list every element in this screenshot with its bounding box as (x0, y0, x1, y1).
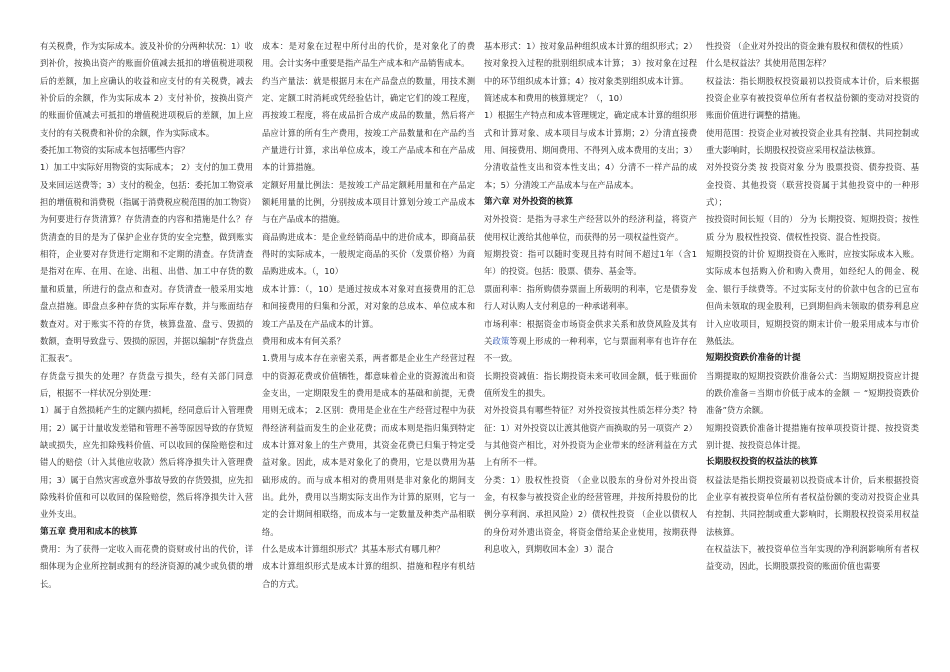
paragraph: 性投资 （企业对外投出的资金兼有股权和债权的性质） (706, 41, 908, 51)
paragraph: 1）属于自然损耗产生的定额内损耗，经同意后计入管理费用；2）属于计量收发差错和管理不善等原因导致的存货短缺或损失，应先扣除残料价值、可以收回的保险赔偿和过错人的赔偿（计入其他应收款）然后将净损失计入管理费用；3）属于自然灾害或意外事故导致的存货毁损，应先扣除残料价值和可以收回的保险赔偿，然后将净损失计入营业外支出。 (40, 405, 253, 520)
paragraph: 1）根据生产特点和成本管理规定，确定成本计算的组织形式和计算对象、成本项目与成本计算期；2）分清直接费用、间接费用、期间费用、不得列入成本费用的支出；3）分清收益性支出和资本性支出；4）分清不一样产品的成本；5）分清竣工产品成本与在产品成本。 (484, 110, 697, 190)
paragraph: 对外投资具有哪些特征？对外投资按其性质怎样分类？特征：1）对外投资以让渡其他资产而换取的另一项资产 2）与其他资产相比，对外投资为企业带来的经济利益在方式上有所不一样。 (484, 405, 697, 468)
paragraph: 1.费用与成本存在亲密关系，两者都是企业生产经营过程中的资源花费或价值牺牲，都意味着企业的资源流出和资金支出，一定期限发生的费用是成本的基础和前提，无费用则无成本； 2.区别：费用是企业在生产经营过程中为获得经济利益而发生的企业花费；而成本则是指归集到特定成本计算对象上的生产费用，其资金花费已归集于特定受益对象。因此，成本是对象化了的费用，它是以费用为基础形成的。而与成本相对的费用则是非对象化的期间支出。此外，费用以当期实际支出作为计算的原则，它与一定的会计期间相联络，而成本与一定数量及种类产品相联络。 (262, 353, 475, 537)
paragraph: 什么是成本计算组织形式？其基本形式有哪几种？ (262, 543, 445, 554)
paragraph: 对外投资分类 按 投资对象 分为 股票投资、债券投资、基金投资、其他投资（联营投资属于其他投资中的一种形式）； (706, 162, 919, 208)
paragraph: 有关税费，作为实际成本。波及补价的分两种状况：1）收到补价，按换出资产的账面价值减去抵扣的增值税进项税后的差额，加上应确认的收益和应支付的有关税费，减去补价后的余额，作为实际成本 2）支付补价，按换出资产的账面价值减去可抵扣的增值税进项税后的差额，加上应支付的有关税费和补价的余额，作为实际成本。 (40, 41, 253, 138)
paragraph: 成本：是对象在过程中所付出的代价，是对象化了的费用。会计实务中重要是指产品生产成本和产品销售成本。 (262, 41, 475, 69)
paragraph: 权益法是指长期投资最初以投资成本计价，后来根据投资企业享有被投资单位所有者权益份额的变动对投资企业具有控制、共同控制或重大影响时，长期股权投资采用权益法核算。 (706, 474, 919, 537)
paragraph: 费用和成本有何关系？ (262, 335, 345, 346)
section-heading: 第五章 费用和成本的核算 (40, 526, 138, 537)
paragraph: 约当产量法：就是根据月末在产品盘点的数量，用技术测定、定额工时消耗或凭经验估计，确定它们的竣工程度，再按竣工程度，将在成品折合成产成品的数量，然后将产品应计算的所有生产费用，按竣工产品数量和在产品约当产量进行计算，求出单位成本，竣工产品成本和在产品成本的计算措施。 (262, 75, 475, 173)
section-heading: 长期股权投资的权益法的核算 (706, 457, 818, 468)
paragraph: 短期投资跌价准备计提措施有按单项投资计提、按投资类别计提、按投资总体计提。 (706, 422, 919, 450)
paragraph: 在权益法下，被投资单位当年实现的净利润影响所有者权益变动，因此，长期股票投资的账面价值也需要 (706, 543, 919, 572)
paragraph: 商品购进成本：是企业经销商品中的进价成本，即商品获得时的实际成本，一般规定商品的买价（发票价格）为商品购进成本。（，10） (262, 231, 475, 277)
paragraph: 存货盘亏损失的处理？存货盘亏损失，经有关部门同意后，根据不一样状况分别处理： (40, 370, 253, 398)
paragraph: 1）加工中实际好用物资的实际成本； 2）支付的加工费用及来回运送费等；3）支付的税金，包括：委托加工物资承担的增值税和消费税（指属于消费税应税范围的加工物资） (40, 162, 256, 208)
page-column-3 (484, 38, 697, 558)
highlighted-term: 政策 (492, 335, 510, 346)
paragraph: 定额好用量比例法：是按竣工产品定额耗用量和在产品定额耗用量的比例，分别按成本项目计算划分竣工产品成本与在产品成本的措施。 (262, 179, 475, 225)
paragraph: 为何要进行存货清算？存货清查的内容和措施是什么？存货清查的目的是为了保护企业存货的安全完整，做到账实相符，企业要对存货进行定期和不定期的清查。存货清查是指对在库、在用、在途、出租、出借、加工中存货的数量和质量，所进行的盘点和查对。存货清查一般采用实地盘点措施。即盘点多种存货的实际库存数，并与账面结存数查对。对于账实不符的存货，核算盘盈、盘亏、毁损的数额，查明导致盘亏、毁损的原因，并据以编制“存货盘点汇报表”。 (40, 214, 253, 364)
paragraph: 对外投资：是指为寻求生产经营以外的经济利益，将资产使用权让渡给其他单位，而获得的另一项权益性资产。 (484, 214, 697, 242)
paragraph: 短期投资的计价 短期投资在入账时，应按实际成本入账。实际成本包括购入价和购入费用，如经纪人的佣金、税金、银行手续费等。不过实际支付的价款中包含的已宣布但尚未领取的现金股利，已到期但尚未领取的债券利息应计入应收项目，短期投资的期末计价一般采用成本与市价熟低法。 (706, 249, 919, 346)
page-column-2 (262, 38, 475, 593)
section-heading: 短期投资跌价准备的计提 (706, 353, 801, 364)
section-heading: 第六章 对外投资的核算 (484, 197, 573, 208)
paragraph: 什么是权益法？其使用范围怎样？ (706, 58, 831, 69)
paragraph: 按投资时间长短（目的） 分为 长期投资、短期投资；按性质 分为 股权性投资、债权性投资、混合性投资。 (706, 214, 919, 242)
page-column-1 (40, 38, 256, 593)
paragraph: 成本计算组织形式是成本计算的组织、措施和程序有机结合的方式。 (262, 561, 475, 589)
paragraph: 市场利率：根据资金市场资金供求关系和放贷风险及其有关政策等观上形成的一种利率，它与票面利率有也许存在不一致。 (484, 318, 697, 364)
paragraph: 简述成本和费用的核算规定？（，10） (484, 93, 628, 104)
paragraph: 基本形式：1）按对象品种组织成本计算的组织形式；2）按对象投入过程的批别组织成本计算； 3）按对象在过程中的环节组织成本计算；4）按对象类别组织成本计算。 (484, 41, 697, 86)
paragraph: 分类：1）股权性投资 （企业以股东的身份对外投出资金，有权参与被投资企业的经营管理，并按所持股份的比例分享利润、承担风险）2）债权性投资 （企业以债权人的身份对外遗出资金，将资金借给某企业使用，按期获得利息收入，到期收回本金）3）混合 (484, 474, 697, 554)
paragraph: 委托加工物资的实际成本包括哪些内容？ (40, 145, 190, 156)
paragraph: 使用范围：投资企业对被投资企业具有控制、共同控制或重大影响时，长期股权投资应采用权益法核算。 (706, 127, 919, 156)
paragraph: 票面利率：指所购债券票面上所载明的利率，它是债券发行人对认购人支付利息的一种承诺利率。 (484, 283, 697, 312)
paragraph: 费用：为了获得一定收入而花费的资财或付出的代价，详细体现为企业所控制或拥有的经济资源的减少或负债的增长。 (40, 543, 253, 589)
paragraph: 当期提取的短期投资跌价准备公式：当期短期投资应计提的跌价准备＝当期市价低于成本的金额 － “短期投资跌价准备”贷方余额。 (706, 370, 919, 416)
paragraph: 长期投资减值：指长期投资未来可收回金额，低于账面价值所发生的损失。 (484, 370, 697, 398)
paragraph: 短期投资：指可以随时变现且持有时间不超过1年（含1年）的投资。包括：股票、债券、基金等。 (484, 249, 697, 277)
paragraph: 成本计算：（，10）是通过按成本对象对直接费用的汇总和间接费用的归集和分派，对对象的总成本、单位成本和竣工产品及在产品成本的计算。 (262, 283, 475, 329)
page-column-4 (706, 38, 919, 576)
paragraph: 权益法：指长期股权投资最初以投资成本计价，后来根据投资企业享有被投资单位所有者权益份额的变动对投资的账面价值进行调整的措施。 (706, 75, 919, 121)
